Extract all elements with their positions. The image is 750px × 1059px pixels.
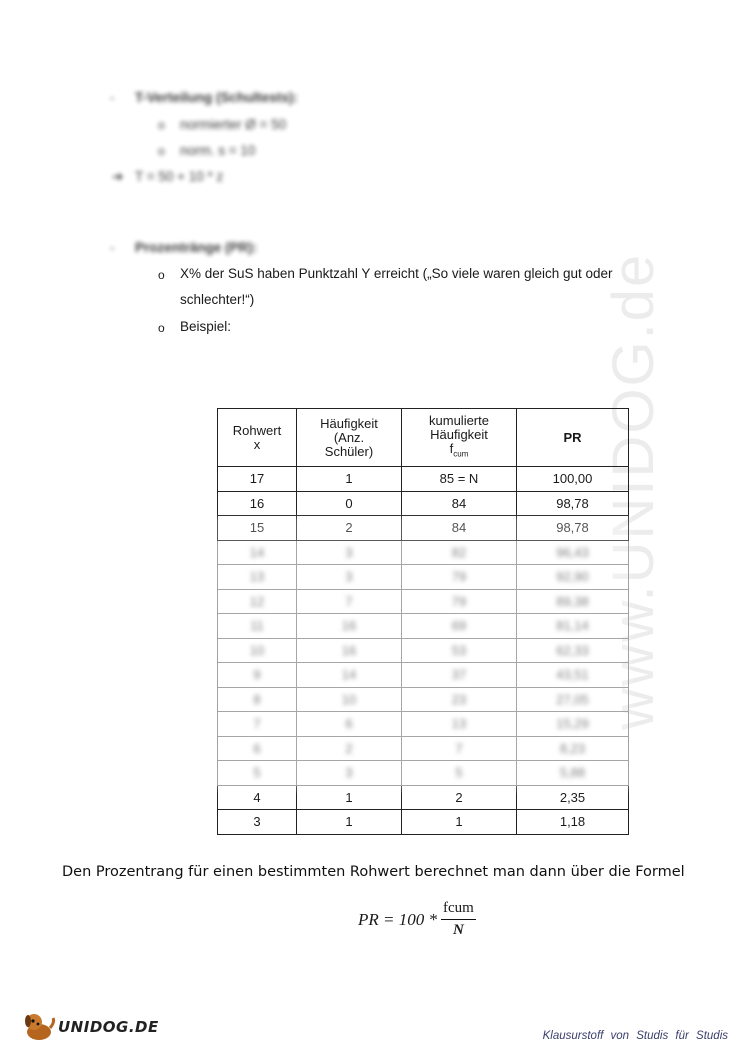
cell-x: 6 [218,736,297,761]
sub-item: normierter Ø = 50 [180,117,287,132]
table-row [218,540,629,565]
cell-cum: 7 [402,736,517,761]
table-row [218,589,629,614]
dash-bullet: - [110,90,115,105]
cell-pr: 43,51 [517,663,629,688]
cell-f: 3 [297,540,402,565]
cell-x: 13 [218,565,297,590]
cell-f: 1 [297,467,402,492]
formula-line: T = 50 + 10 * z [135,169,224,184]
cell-f: 0 [297,491,402,516]
table-row [218,761,629,786]
cell-cum: 37 [402,663,517,688]
cell-x: 10 [218,638,297,663]
formula-numerator: fcum [441,900,476,920]
dog-icon [22,1012,56,1042]
heading-prozentraenge: Prozentränge (PR): [135,240,258,255]
footer-logo [22,1012,159,1042]
footer-tagline: Klausurstoff von Studis für Studis [542,1030,728,1042]
bullet-text-1: X% der SuS haben Punktzahl Y erreicht („So viele waren gleich gut oder [180,266,613,281]
formula-lhs: PR = 100 * [358,909,437,929]
cell-pr: 27,05 [517,687,629,712]
header-kumulierte: kumulierte Häufigkeit $f_{cum}$ [402,409,517,467]
arrow-icon: ➔ [112,169,124,184]
table-row [218,491,629,516]
cell-cum: 85 = N [402,467,517,492]
sub-item: norm. s = 10 [180,143,256,158]
cell-pr: 92,90 [517,565,629,590]
watermark: www.UNIDOG.de [601,252,666,730]
percentile-table [217,408,629,835]
table-header-row [218,409,629,467]
table-row [218,687,629,712]
cell-x: 7 [218,712,297,737]
cell-x: 3 [218,810,297,835]
formula-denominator: N [452,922,464,938]
cell-cum: 1 [402,810,517,835]
circle-bullet: o [158,321,165,335]
table-row [218,565,629,590]
cell-cum: 5 [402,761,517,786]
cell-x: 4 [218,785,297,810]
circle-bullet: o [158,118,165,132]
cell-pr: 1,18 [517,810,629,835]
cell-pr: 5,88 [517,761,629,786]
cell-f: 2 [297,516,402,541]
cell-x: 11 [218,614,297,639]
cell-pr: 15,29 [517,712,629,737]
cell-f: 1 [297,810,402,835]
cell-x: 9 [218,663,297,688]
cell-f: 2 [297,736,402,761]
cell-cum: 84 [402,491,517,516]
cell-cum: 23 [402,687,517,712]
header-rohwert: Rohwert x [218,409,297,467]
cell-x: 8 [218,687,297,712]
cell-x: 12 [218,589,297,614]
cell-cum: 84 [402,516,517,541]
circle-bullet: o [158,144,165,158]
cell-f: 3 [297,565,402,590]
cell-cum: 69 [402,614,517,639]
cell-x: 16 [218,491,297,516]
bullet-text-1-cont: schlechter!“) [180,292,255,307]
heading-t-verteilung: T-Verteilung (Schultests): [135,90,298,105]
table-row [218,638,629,663]
cell-pr: 98,78 [517,516,629,541]
table-row [218,467,629,492]
cell-x: 14 [218,540,297,565]
cell-pr: 98,78 [517,491,629,516]
bullet-text-2: Beispiel: [180,319,232,334]
table-row [218,663,629,688]
cell-pr: 62,33 [517,638,629,663]
table-row [218,614,629,639]
cell-f: 16 [297,614,402,639]
cell-cum: 2 [402,785,517,810]
cell-f: 3 [297,761,402,786]
cell-f: 10 [297,687,402,712]
cell-f: 6 [297,712,402,737]
formula [358,900,476,939]
cell-cum: 79 [402,565,517,590]
circle-bullet: o [158,268,165,282]
cell-cum: 82 [402,540,517,565]
dash-bullet: - [110,240,115,255]
header-pr: PR [517,409,629,467]
formula-fraction [441,900,476,939]
table-row [218,810,629,835]
table-row [218,516,629,541]
cell-pr: 8,23 [517,736,629,761]
table-row [218,712,629,737]
cell-f: 16 [297,638,402,663]
cell-pr: 100,00 [517,467,629,492]
cell-pr: 89,38 [517,589,629,614]
cell-pr: 96,43 [517,540,629,565]
cell-f: 14 [297,663,402,688]
cell-x: 5 [218,761,297,786]
header-haeufigkeit: Häufigkeit (Anz. Schüler) [297,409,402,467]
cell-cum: 79 [402,589,517,614]
cell-cum: 53 [402,638,517,663]
cell-f: 1 [297,785,402,810]
cell-pr: 81,14 [517,614,629,639]
cell-x: 17 [218,467,297,492]
table-row [218,736,629,761]
cell-x: 15 [218,516,297,541]
formula-intro: Den Prozentrang für einen bestimmten Rohwert berechnet man dann über die Formel [62,864,685,880]
logo-text: UNIDOG.DE [58,1018,159,1036]
cell-pr: 2,35 [517,785,629,810]
cell-f: 7 [297,589,402,614]
cell-cum: 13 [402,712,517,737]
table-row [218,785,629,810]
